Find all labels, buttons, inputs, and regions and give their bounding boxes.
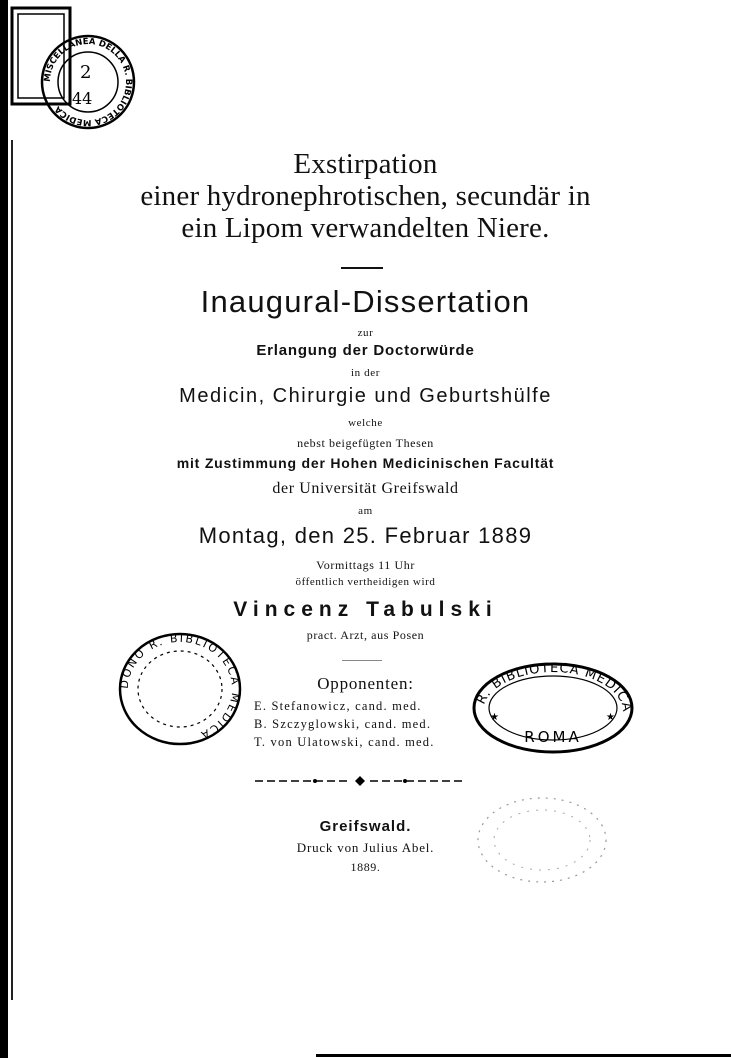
title-divider — [341, 267, 383, 269]
university-line: der Universität Greifswald — [272, 480, 459, 497]
welche-label: welche — [348, 417, 383, 429]
time-line: Vormittags 11 Uhr — [316, 558, 415, 572]
imprint-place: Greifswald. — [319, 818, 412, 835]
author-description: pract. Arzt, aus Posen — [306, 628, 425, 642]
stamp-subnumber: 44 — [72, 89, 93, 108]
imprint-year: 1889. — [350, 860, 381, 874]
title-line-3: ein Lipom verwandelten Niere. — [181, 212, 550, 244]
opponent-item: E. Stefanowicz, cand. med. — [254, 699, 422, 713]
title-line-2: einer hydronephrotischen, secundär in — [140, 180, 591, 212]
author-name: Vincenz Tabulski — [233, 598, 498, 621]
title-line-1: Exstirpation — [293, 148, 438, 180]
stamp-ring-text: MISCELLANEA DELLA R. BIBLIOTECA MEDICA — [42, 36, 134, 128]
library-stamp-top-left — [10, 6, 140, 146]
stamp-right-city: ROMA — [524, 728, 582, 746]
scan-bottom-line — [316, 1054, 731, 1057]
theses-line: nebst beigefügten Thesen — [297, 436, 434, 450]
dissertation-heading: Inaugural-Dissertation — [200, 284, 531, 319]
purpose-line: Erlangung der Doctorwürde — [256, 342, 475, 359]
am-label: am — [358, 505, 373, 517]
stamp-right-ring-text: R. BIBLIOTECA MEDICA — [473, 660, 635, 714]
opponent-item: B. Szczyglowski, cand. med. — [254, 717, 432, 731]
star-icon: ★ — [606, 712, 615, 723]
zur-label: zur — [357, 327, 374, 339]
fields-line: Medicin, Chirurgie und Geburtshülfe — [179, 385, 552, 407]
author-divider — [342, 660, 382, 661]
defense-line: öffentlich vertheidigen wird — [295, 576, 436, 588]
ornamental-divider — [255, 775, 465, 787]
library-stamp-left — [114, 628, 246, 750]
date-line: Montag, den 25. Februar 1889 — [198, 523, 533, 548]
opponent-item: T. von Ulatowski, cand. med. — [254, 735, 435, 749]
opponents-list — [254, 697, 494, 751]
stamp-left-ring-text: DONO R. BIBLIOTECA MEDICA — [117, 631, 243, 743]
imprint-printer: Druck von Julius Abel. — [296, 840, 435, 855]
svg-text:R. BIBLIOTECA MEDICA — [474, 661, 634, 714]
library-stamp-right — [470, 660, 636, 756]
star-icon: ★ — [490, 712, 499, 723]
consent-line: mit Zustimmung der Hohen Medicinischen Facultät — [176, 455, 555, 471]
stamp-number: 2 — [80, 62, 92, 83]
opponents-heading: Opponenten: — [317, 674, 414, 693]
in-der-label: in der — [351, 367, 380, 379]
